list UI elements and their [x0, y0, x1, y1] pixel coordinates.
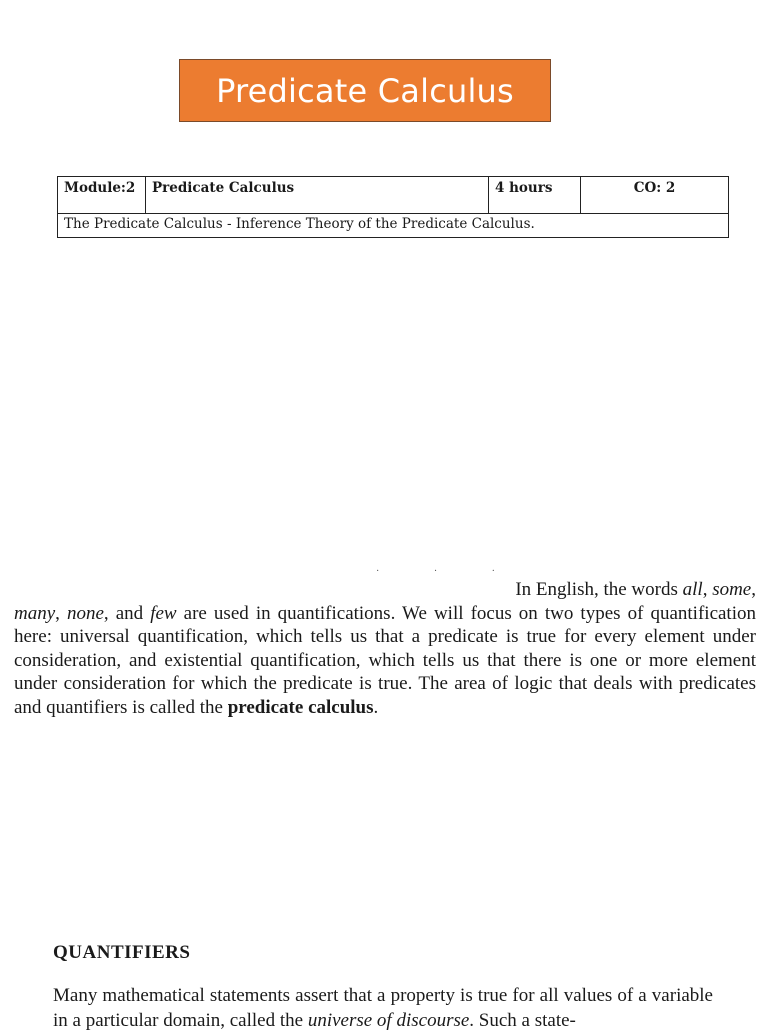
module-name-cell: Predicate Calculus	[146, 177, 489, 214]
page-title: Predicate Calculus	[216, 71, 514, 110]
universe-of-discourse-term: universe of discourse	[307, 1010, 470, 1031]
module-table	[57, 176, 729, 238]
module-number-cell: Module:2	[58, 177, 146, 214]
intro-first-line: In English, the words all, some,	[515, 579, 756, 600]
title-banner	[179, 59, 551, 122]
module-hours-cell: 4 hours	[489, 177, 581, 214]
quantifiers-heading: QUANTIFIERS	[53, 942, 191, 963]
module-co-cell: CO: 2	[581, 177, 729, 214]
module-description-row	[58, 214, 729, 238]
scan-artifact: · · ·	[376, 566, 521, 577]
quantifiers-paragraph: Many mathematical statements assert that a property is true for all values of a variable in a particular domain, called the universe of discourse. Such a state-	[53, 985, 713, 1031]
intro-paragraph: In English, the words all, some, many, none, and few are used in quantifications. We will focus on two types of quantification here: universal quantification, which tells us that a predicate is true for every element under consideration, and existential quantification, which tells us that there is one or more element under consideration for which the predicate is true. The area of logic that deals with predicates and quantifiers is called the predicate calculus.	[14, 579, 756, 718]
module-description-cell: The Predicate Calculus - Inference Theory of the Predicate Calculus.	[58, 214, 729, 238]
predicate-calculus-term: predicate calculus	[227, 696, 374, 718]
module-header-row	[58, 177, 729, 214]
